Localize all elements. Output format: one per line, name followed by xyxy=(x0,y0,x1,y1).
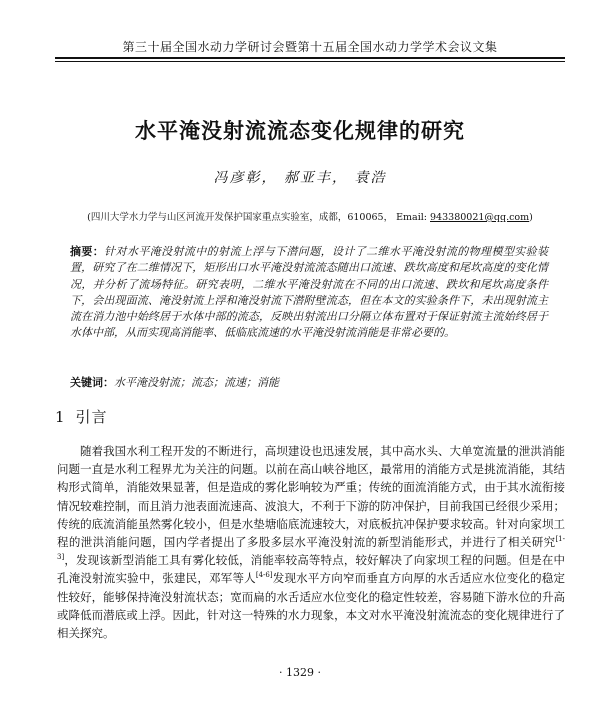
affiliation-text: (四川大学水力学与山区河流开发保护国家重点实验室，成都，610065， Email: xyxy=(87,212,431,223)
email-link[interactable]: 943380021@qq.com xyxy=(430,212,530,223)
keywords xyxy=(70,375,548,391)
paper-title: 水平淹没射流流态变化规律的研究 xyxy=(135,119,465,143)
header-rule-thin xyxy=(55,61,565,62)
keywords-text: 水平淹没射流；流态；流速；消能 xyxy=(114,376,279,389)
affiliation-close: ) xyxy=(529,212,533,223)
abstract xyxy=(70,244,548,342)
abstract-label: 摘要： xyxy=(70,245,105,258)
intro-text-part3: 发现水平方向窄而垂直方向厚的水舌适应水位变化的稳定性较好，能够保持淹没射流状态；宽而扁的水舌适应水位变化的稳定性较差，容易随下游水位的升高或降低而潜底或上浮。因此，针对这一特殊的水力现象，本文对水平淹没射流流态的变化规律进行了相关探究。 xyxy=(57,571,565,641)
section-heading-introduction xyxy=(55,406,108,427)
section-number: 1 xyxy=(55,408,66,426)
citation-ref-4-6: [4-6] xyxy=(255,571,273,580)
paper-affiliation xyxy=(55,209,565,223)
page-number: · 1329 · xyxy=(279,666,321,679)
section-title: 引言 xyxy=(75,408,108,426)
intro-text-part1: 随着我国水利工程开发的不断进行，高坝建设也迅速发展，其中高水头、大单宽流量的泄洪消能问题一直是水利工程界尤为关注的问题。以前在高山峡谷地区，最常用的消能方式是挑流消能，其结构形式简单，消能效果显著，但是造成的雾化影响较为严重；传统的面流消能方式，由于其水流衔接情况较难控制，而且消力池表面流速高、波浪大，不利于下游的防冲保护，目前我国已经很少采用；传统的底流消能虽然雾化较小，但是水垫塘临底流速较大，对底板抗冲保护要求较高。针对向家坝工程的泄洪消能问题，国内学者提出了多股多层水平淹没射流的新型消能形式，并进行了相关研究 xyxy=(57,444,565,550)
abstract-text: 针对水平淹没射流中的射流上浮与下潜问题，设计了二维水平淹没射流的物理模型实验装置，研究了在二维情况下，矩形出口水平淹没射流流态随出口流速、跌坎高度和尾坎高度的变化情况，并分析了流场特征。研究表明，二维水平淹没射流在不同的出口流速、跌坎和尾坎高度条件下，会出现面流、淹没射流上浮和淹没射流下潜附壁流态，但在本文的实验条件下，未出现射流主流在消力池中始终居于水体中部的流态，反映出射流出口分隔立体布置对于保证射流主流始终居于水体中部，从而实现高消能率、低临底流速的水平淹没射流消能是非常必要的。 xyxy=(70,245,548,340)
intro-text-part2: ，发现该新型消能工具有雾化较低，消能率较高等特点，较好解决了向家坝工程的问题。但是在中孔淹没射流实验中，张建民，邓军等人 xyxy=(57,553,565,586)
header-rule-thick xyxy=(55,57,565,59)
keywords-label: 关键词： xyxy=(70,376,114,389)
intro-paragraph xyxy=(57,442,565,642)
citation-ref-1-3: [1-3] xyxy=(57,535,565,562)
paper-authors: 冯彦彰， 郝亚丰， 袁浩 xyxy=(213,170,387,186)
running-header: 第三十届全国水动力学研讨会暨第十五届全国水动力学学术会议文集 xyxy=(122,40,498,54)
